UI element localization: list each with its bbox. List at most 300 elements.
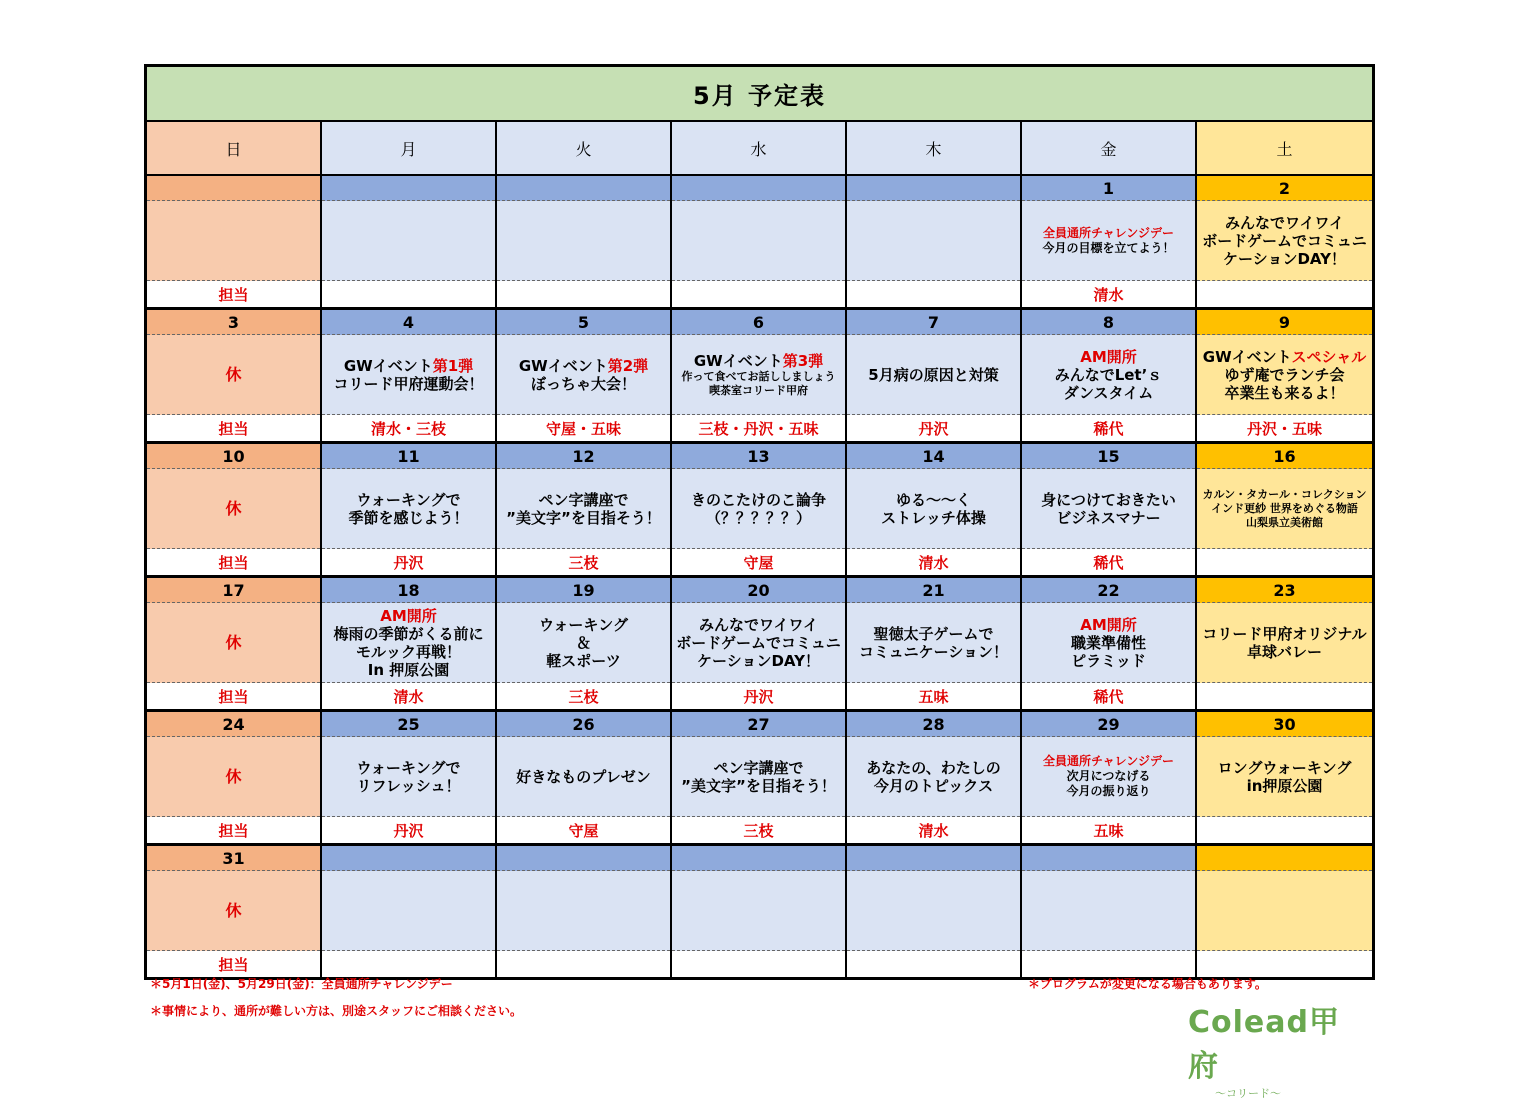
day-number bbox=[672, 846, 845, 871]
day-cell bbox=[847, 846, 1022, 977]
week-row bbox=[147, 578, 1372, 712]
event-text: 休 bbox=[225, 632, 242, 652]
event-text: きのこたけのこ論争 bbox=[690, 490, 826, 509]
day-number: 1 bbox=[1022, 176, 1195, 201]
day-number bbox=[847, 176, 1020, 201]
event-line bbox=[699, 616, 818, 634]
staff-assignment: 担当 bbox=[147, 951, 320, 977]
note-consult: ＊事情により、通所が難しい方は、別途スタッフにご相談ください。 bbox=[150, 1004, 523, 1018]
event-line bbox=[1246, 516, 1323, 530]
day-cell bbox=[322, 578, 497, 709]
staff-assignment bbox=[672, 281, 845, 307]
staff-assignment: 五味 bbox=[847, 683, 1020, 709]
event-text: 休 bbox=[225, 364, 242, 384]
event-line bbox=[697, 652, 820, 670]
event-line bbox=[225, 634, 241, 652]
calendar bbox=[144, 64, 1375, 980]
day-number: 8 bbox=[1022, 310, 1195, 335]
staff-assignment: 稀代 bbox=[1022, 549, 1195, 575]
day-cell bbox=[322, 176, 497, 307]
event-text: 梅雨の季節がくる前に bbox=[333, 624, 484, 643]
event-line bbox=[1247, 643, 1322, 661]
day-event bbox=[672, 201, 845, 281]
day-event bbox=[147, 335, 320, 415]
day-number: 25 bbox=[322, 712, 495, 737]
day-cell bbox=[1197, 578, 1372, 709]
staff-assignment bbox=[847, 281, 1020, 307]
day-number: 23 bbox=[1197, 578, 1372, 603]
staff-assignment: 清水 bbox=[847, 549, 1020, 575]
week-row bbox=[147, 712, 1372, 846]
day-cell bbox=[322, 712, 497, 843]
day-number bbox=[497, 176, 670, 201]
event-text: ゆる～～く bbox=[895, 490, 971, 509]
day-cell bbox=[672, 712, 847, 843]
event-line bbox=[531, 375, 636, 393]
staff-assignment bbox=[1197, 683, 1372, 709]
event-line bbox=[357, 491, 461, 509]
event-line bbox=[859, 643, 1008, 661]
event-line bbox=[1224, 366, 1344, 384]
event-text: 休 bbox=[225, 766, 242, 786]
event-line bbox=[333, 625, 483, 643]
event-text: インド更紗 世界をめぐる物語 bbox=[1211, 501, 1358, 515]
day-event bbox=[672, 603, 845, 683]
event-text: ピラミッド bbox=[1071, 651, 1146, 670]
day-number: 30 bbox=[1197, 712, 1372, 737]
note-challenge-day: ＊5月1日(金)、5月29日(金)：全員通所チャレンジデー bbox=[150, 977, 453, 991]
day-event bbox=[497, 737, 670, 817]
staff-assignment: 五味 bbox=[1022, 817, 1195, 843]
day-event bbox=[497, 335, 670, 415]
event-text: 休 bbox=[225, 498, 242, 518]
event-line bbox=[1071, 652, 1146, 670]
event-text: ＆ bbox=[575, 633, 591, 652]
day-number: 26 bbox=[497, 712, 670, 737]
event-text: 今月の振り返り bbox=[1066, 784, 1151, 798]
day-number: 3 bbox=[147, 310, 320, 335]
day-event bbox=[1022, 469, 1195, 549]
staff-assignment bbox=[1197, 281, 1372, 307]
staff-assignment: 担当 bbox=[147, 281, 320, 307]
day-event bbox=[1197, 201, 1372, 281]
event-line bbox=[881, 509, 986, 527]
day-number: 24 bbox=[147, 712, 320, 737]
event-text: ウォーキングで bbox=[356, 758, 461, 777]
day-number: 31 bbox=[147, 846, 320, 871]
day-number: 18 bbox=[322, 578, 495, 603]
day-event bbox=[322, 603, 495, 683]
day-number: 2 bbox=[1197, 176, 1372, 201]
day-number bbox=[147, 176, 320, 201]
colead-logo bbox=[1188, 997, 1358, 1100]
event-line bbox=[348, 509, 468, 527]
staff-assignment bbox=[1197, 549, 1372, 575]
staff-assignment: 丹沢 bbox=[322, 549, 495, 575]
event-text: 作って食べてお話ししましょう bbox=[681, 369, 836, 383]
day-number bbox=[322, 846, 495, 871]
event-line bbox=[873, 625, 993, 643]
event-line bbox=[1055, 366, 1163, 384]
day-number bbox=[497, 846, 670, 871]
day-event bbox=[1022, 871, 1195, 951]
event-text: コミュニケーション！ bbox=[858, 642, 1009, 661]
day-of-week-header bbox=[147, 122, 1372, 176]
event-text: ウォーキングで bbox=[356, 490, 461, 509]
day-event bbox=[497, 201, 670, 281]
event-text: AM開所 bbox=[1080, 347, 1137, 366]
event-text: 今月のトピックス bbox=[873, 776, 994, 795]
staff-assignment bbox=[1197, 817, 1372, 843]
day-cell bbox=[672, 310, 847, 441]
day-number: 14 bbox=[847, 444, 1020, 469]
day-event bbox=[497, 603, 670, 683]
event-text: 喫茶室コリード甲府 bbox=[709, 383, 808, 397]
staff-assignment bbox=[497, 951, 670, 977]
day-event bbox=[1022, 603, 1195, 683]
day-cell bbox=[847, 712, 1022, 843]
day-number: 5 bbox=[497, 310, 670, 335]
day-cell bbox=[1022, 578, 1197, 709]
event-line bbox=[1043, 754, 1174, 769]
staff-assignment: 丹沢・五味 bbox=[1197, 415, 1372, 441]
event-line bbox=[713, 759, 803, 777]
staff-assignment: 清水 bbox=[847, 817, 1020, 843]
day-event bbox=[322, 737, 495, 817]
day-number: 28 bbox=[847, 712, 1020, 737]
event-line bbox=[539, 616, 628, 634]
staff-assignment: 稀代 bbox=[1022, 683, 1195, 709]
day-event bbox=[1197, 737, 1372, 817]
staff-assignment: 担当 bbox=[147, 549, 320, 575]
event-line bbox=[506, 509, 661, 527]
day-cell bbox=[1197, 310, 1372, 441]
day-cell bbox=[1022, 846, 1197, 977]
staff-assignment: 丹沢 bbox=[322, 817, 495, 843]
day-cell bbox=[497, 578, 672, 709]
event-line bbox=[681, 777, 836, 795]
event-text: GWイベント bbox=[343, 356, 433, 375]
day-cell bbox=[1022, 712, 1197, 843]
event-text: みんなでLet’ｓ bbox=[1054, 365, 1163, 384]
day-number: 27 bbox=[672, 712, 845, 737]
day-cell bbox=[322, 444, 497, 575]
event-line bbox=[1202, 625, 1366, 643]
event-line bbox=[368, 661, 449, 679]
event-highlight: 第3弾 bbox=[782, 351, 824, 370]
event-text: ロングウォーキング bbox=[1217, 758, 1352, 777]
event-text: 季節を感じよう！ bbox=[348, 508, 469, 527]
day-number bbox=[672, 176, 845, 201]
day-number bbox=[1197, 846, 1372, 871]
event-line bbox=[538, 491, 628, 509]
day-number: 19 bbox=[497, 578, 670, 603]
day-event bbox=[147, 871, 320, 951]
event-text: ”美文字”を目指そう！ bbox=[681, 776, 836, 795]
day-event bbox=[847, 335, 1020, 415]
staff-assignment bbox=[322, 951, 495, 977]
staff-assignment: 丹沢 bbox=[672, 683, 845, 709]
day-cell bbox=[672, 846, 847, 977]
event-line bbox=[1043, 226, 1174, 241]
event-text: みんなでワイワイ bbox=[1224, 213, 1345, 232]
day-event bbox=[672, 469, 845, 549]
calendar-weeks bbox=[147, 176, 1372, 977]
staff-assignment bbox=[847, 951, 1020, 977]
event-text: ゆず庵でランチ会 bbox=[1224, 365, 1345, 384]
event-line bbox=[676, 634, 840, 652]
day-event bbox=[147, 469, 320, 549]
event-text: コリード甲府オリジナル bbox=[1202, 624, 1367, 643]
day-event bbox=[322, 871, 495, 951]
day-event bbox=[1022, 737, 1195, 817]
day-cell bbox=[497, 712, 672, 843]
event-line bbox=[333, 375, 483, 393]
staff-assignment: 三枝 bbox=[497, 683, 670, 709]
day-event bbox=[322, 469, 495, 549]
staff-assignment: 清水・三枝 bbox=[322, 415, 495, 441]
event-text: リフレッシュ！ bbox=[356, 776, 461, 795]
note-change: ＊プログラムが変更になる場合もあります。 bbox=[1028, 977, 1267, 991]
event-text: GWイベント bbox=[1202, 347, 1292, 366]
staff-assignment bbox=[322, 281, 495, 307]
event-line bbox=[1224, 384, 1344, 402]
day-event bbox=[1197, 603, 1372, 683]
event-text: 山梨県立美術館 bbox=[1246, 515, 1323, 529]
day-number: 10 bbox=[147, 444, 320, 469]
event-text: GWイベント bbox=[693, 351, 783, 370]
day-event bbox=[847, 201, 1020, 281]
day-event bbox=[672, 335, 845, 415]
day-event bbox=[147, 737, 320, 817]
day-cell bbox=[847, 444, 1022, 575]
event-text: 好きなものプレゼン bbox=[516, 767, 651, 786]
event-line bbox=[694, 352, 823, 370]
day-cell bbox=[672, 444, 847, 575]
event-line bbox=[709, 384, 808, 398]
event-line bbox=[546, 652, 620, 670]
staff-assignment bbox=[497, 281, 670, 307]
event-line bbox=[896, 491, 971, 509]
event-text: ぼっちゃ大会！ bbox=[530, 374, 636, 393]
event-text: 身につけておきたい bbox=[1041, 490, 1176, 509]
event-line bbox=[1218, 759, 1352, 777]
event-text: ケーションDAY！ bbox=[697, 651, 820, 670]
event-line bbox=[357, 777, 461, 795]
event-highlight: 第1弾 bbox=[432, 356, 474, 375]
day-number: 13 bbox=[672, 444, 845, 469]
event-line bbox=[1202, 488, 1366, 502]
day-cell bbox=[672, 176, 847, 307]
event-text: 次月につなげる bbox=[1066, 769, 1151, 783]
day-cell bbox=[497, 846, 672, 977]
day-number: 16 bbox=[1197, 444, 1372, 469]
event-line bbox=[1056, 509, 1160, 527]
event-text: みんなでワイワイ bbox=[698, 615, 819, 634]
day-event bbox=[497, 871, 670, 951]
day-cell bbox=[672, 578, 847, 709]
event-line bbox=[357, 759, 461, 777]
day-cell bbox=[147, 310, 322, 441]
day-number: 29 bbox=[1022, 712, 1195, 737]
event-text: in押原公園 bbox=[1246, 776, 1323, 795]
day-event bbox=[1022, 335, 1195, 415]
event-line bbox=[519, 357, 648, 375]
week-row bbox=[147, 444, 1372, 578]
event-line bbox=[1247, 777, 1323, 795]
event-text: カルン・タカール・コレクション bbox=[1202, 487, 1367, 501]
dow-sun: 日 bbox=[147, 122, 322, 174]
day-number: 7 bbox=[847, 310, 1020, 335]
day-cell bbox=[147, 176, 322, 307]
staff-assignment bbox=[672, 951, 845, 977]
day-cell bbox=[147, 846, 322, 977]
event-text: あなたの、わたしの bbox=[866, 758, 1001, 777]
event-line bbox=[1041, 491, 1176, 509]
day-event bbox=[672, 737, 845, 817]
event-line bbox=[1064, 384, 1153, 402]
day-number: 6 bbox=[672, 310, 845, 335]
event-text: ウォーキング bbox=[539, 615, 628, 634]
event-line bbox=[225, 902, 241, 920]
event-text: ペン字講座で bbox=[538, 490, 629, 509]
dow-wed: 水 bbox=[672, 122, 847, 174]
day-cell bbox=[1022, 444, 1197, 575]
event-line bbox=[1211, 502, 1358, 516]
day-number: 22 bbox=[1022, 578, 1195, 603]
day-cell bbox=[1197, 846, 1372, 977]
day-number: 9 bbox=[1197, 310, 1372, 335]
day-cell bbox=[322, 310, 497, 441]
event-text: In 押原公園 bbox=[367, 660, 450, 679]
event-line bbox=[1225, 214, 1344, 232]
day-number: 15 bbox=[1022, 444, 1195, 469]
staff-assignment: 稀代 bbox=[1022, 415, 1195, 441]
day-cell bbox=[147, 712, 322, 843]
day-number: 21 bbox=[847, 578, 1020, 603]
event-text: 聖徳太子ゲームで bbox=[873, 624, 994, 643]
day-event bbox=[147, 603, 320, 683]
event-line bbox=[1202, 232, 1366, 250]
day-number bbox=[1022, 846, 1195, 871]
day-number bbox=[847, 846, 1020, 871]
day-event bbox=[847, 737, 1020, 817]
event-line bbox=[576, 634, 591, 652]
staff-assignment: 三枝・丹沢・五味 bbox=[672, 415, 845, 441]
staff-assignment: 担当 bbox=[147, 683, 320, 709]
event-text: ストレッチ体操 bbox=[881, 508, 986, 527]
event-line bbox=[1067, 769, 1151, 784]
week-row bbox=[147, 310, 1372, 444]
event-text: 全員通所チャレンジデー bbox=[1042, 754, 1175, 768]
event-text: ビジネスマナー bbox=[1056, 508, 1161, 527]
event-line bbox=[874, 777, 993, 795]
day-cell bbox=[1022, 310, 1197, 441]
staff-assignment: 守屋 bbox=[672, 549, 845, 575]
day-event bbox=[1197, 469, 1372, 549]
event-line bbox=[1080, 616, 1137, 634]
day-cell bbox=[497, 176, 672, 307]
event-text: コリード甲府運動会！ bbox=[333, 374, 484, 393]
event-text: 今月の目標を立てよう！ bbox=[1042, 240, 1175, 255]
staff-assignment: 担当 bbox=[147, 415, 320, 441]
calendar-title: 5月 予定表 bbox=[147, 67, 1372, 122]
event-line bbox=[225, 366, 241, 384]
day-number: 17 bbox=[147, 578, 320, 603]
event-line bbox=[1066, 784, 1150, 799]
day-event bbox=[497, 469, 670, 549]
day-event bbox=[322, 201, 495, 281]
event-line bbox=[1042, 241, 1174, 256]
event-text: モルック再戦！ bbox=[355, 642, 461, 661]
week-row bbox=[147, 176, 1372, 310]
staff-assignment: 三枝 bbox=[672, 817, 845, 843]
staff-assignment: 丹沢 bbox=[847, 415, 1020, 441]
event-text: 軽スポーツ bbox=[546, 651, 621, 670]
event-line bbox=[225, 500, 241, 518]
event-text: 職業準備性 bbox=[1070, 633, 1146, 652]
event-text: 卓球バレー bbox=[1246, 642, 1322, 661]
day-event bbox=[1022, 201, 1195, 281]
day-event bbox=[1197, 871, 1372, 951]
day-event bbox=[1197, 335, 1372, 415]
logo-main: Colead甲府 bbox=[1188, 1005, 1340, 1084]
day-number: 12 bbox=[497, 444, 670, 469]
day-number: 20 bbox=[672, 578, 845, 603]
dow-mon: 月 bbox=[322, 122, 497, 174]
event-line bbox=[868, 366, 998, 384]
event-text: ダンスタイム bbox=[1063, 383, 1154, 402]
day-event bbox=[147, 201, 320, 281]
event-line bbox=[1080, 348, 1137, 366]
day-cell bbox=[147, 578, 322, 709]
day-cell bbox=[847, 176, 1022, 307]
day-cell bbox=[1022, 176, 1197, 307]
event-line bbox=[356, 643, 461, 661]
day-cell bbox=[847, 578, 1022, 709]
day-number: 11 bbox=[322, 444, 495, 469]
event-text: ”美文字”を目指そう！ bbox=[506, 508, 661, 527]
event-text: （？？？？？） bbox=[705, 508, 811, 527]
event-line bbox=[344, 357, 473, 375]
dow-thu: 木 bbox=[847, 122, 1022, 174]
day-number: 4 bbox=[322, 310, 495, 335]
staff-assignment: 守屋 bbox=[497, 817, 670, 843]
day-cell bbox=[1197, 712, 1372, 843]
day-cell bbox=[847, 310, 1022, 441]
staff-assignment: 清水 bbox=[1022, 281, 1195, 307]
staff-assignment: 担当 bbox=[147, 817, 320, 843]
dow-sat: 土 bbox=[1197, 122, 1372, 174]
dow-fri: 金 bbox=[1022, 122, 1197, 174]
event-line bbox=[682, 370, 836, 384]
staff-assignment: 清水 bbox=[322, 683, 495, 709]
day-cell bbox=[1197, 444, 1372, 575]
event-line bbox=[1071, 634, 1146, 652]
day-cell bbox=[497, 310, 672, 441]
day-event bbox=[847, 871, 1020, 951]
staff-assignment: 守屋・五味 bbox=[497, 415, 670, 441]
event-line bbox=[1203, 348, 1366, 366]
event-text: ボードゲームでコミュニ bbox=[676, 633, 841, 652]
event-highlight: スペシャル bbox=[1291, 347, 1367, 366]
event-text: 卒業生も来るよ！ bbox=[1224, 383, 1345, 402]
event-text: ボードゲームでコミュニ bbox=[1202, 231, 1367, 250]
event-text: AM開所 bbox=[1080, 615, 1137, 634]
day-cell bbox=[322, 846, 497, 977]
event-line bbox=[691, 491, 826, 509]
event-line bbox=[866, 759, 1000, 777]
